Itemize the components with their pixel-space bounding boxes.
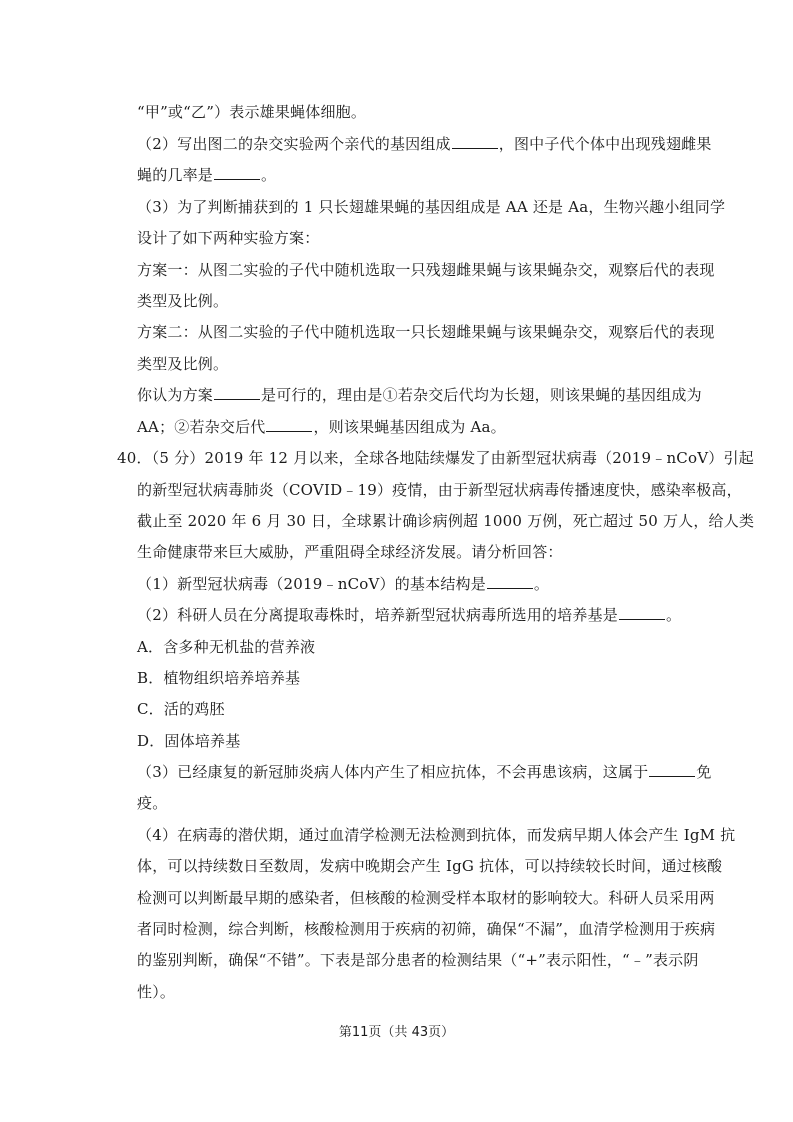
text: 是可行的，理由是①若杂交后代均为长翅，则该果蝇的基因组成为 bbox=[261, 386, 702, 404]
text: （2）科研人员在分离提取毒株时，培养新型冠状病毒所选用的培养基是 bbox=[137, 606, 618, 624]
q40-intro-line1 bbox=[117, 448, 754, 468]
text: 性）。 bbox=[137, 983, 176, 1001]
text: 。 bbox=[533, 575, 550, 593]
q39-plan1-line1 bbox=[137, 260, 715, 280]
text: 体，可以持续数日至数周，发病中晚期会产生 IgG 抗体，可以持续较长时间，通过核酸 bbox=[137, 857, 723, 875]
text: C．活的鸡胚 bbox=[137, 700, 225, 718]
q39-line-gender-cell bbox=[137, 102, 366, 122]
text: “甲”或“乙”）表示雄果蝇体细胞。 bbox=[137, 103, 367, 121]
text: 。 bbox=[665, 606, 682, 624]
q40-option-d bbox=[137, 731, 240, 751]
q40-part3-line1 bbox=[137, 762, 712, 782]
q39-answer-line2 bbox=[137, 417, 506, 437]
text: A．含多种无机盐的营养液 bbox=[137, 638, 316, 656]
q39-plan2-line1 bbox=[137, 322, 715, 342]
q40-part4-line5 bbox=[137, 950, 699, 970]
q40-part1 bbox=[137, 574, 549, 594]
text: ，图中子代个体中出现残翅雌果 bbox=[498, 135, 712, 153]
text: （4）在病毒的潜伏期，通过血清学检测无法检测到抗体，而发病早期人体会产生 IgM 抗 bbox=[137, 826, 736, 844]
q39-part3-line2 bbox=[137, 228, 319, 248]
q39-part3-line1 bbox=[137, 197, 725, 217]
text: 方案二：从图二实验的子代中随机选取一只长翅雌果蝇与该果蝇杂交，观察后代的表现 bbox=[137, 323, 715, 341]
q39-part2-line1 bbox=[137, 134, 712, 154]
q40-part4-line4 bbox=[137, 919, 715, 939]
text: （3）为了判断捕获到的 1 只长翅雄果蝇的基因组成是 AA 还是 Aa，生物兴趣小组同学 bbox=[137, 198, 726, 216]
text: 类型及比例。 bbox=[137, 355, 229, 373]
answer-blank[interactable] bbox=[266, 417, 312, 432]
text: 截止至 2020 年 6 月 30 日，全球累计确诊病例超 1000 万例，死亡超过 50 万人，给人类 bbox=[137, 512, 755, 530]
q39-answer-line1 bbox=[137, 385, 702, 405]
text: B．植物组织培养培养基 bbox=[137, 669, 301, 687]
q40-option-c bbox=[137, 699, 225, 719]
answer-blank[interactable] bbox=[649, 762, 695, 777]
text: 。 bbox=[261, 166, 277, 184]
text: 疫。 bbox=[137, 794, 168, 812]
text: 检测可以判断最早期的感染者，但核酸的检测受样本取材的影响较大。科研人员采用两 bbox=[137, 889, 715, 907]
text: ，则该果蝇基因组成为 Aa。 bbox=[313, 418, 506, 436]
text: 你认为方案 bbox=[137, 386, 214, 404]
text: 方案一：从图二实验的子代中随机选取一只残翅雌果蝇与该果蝇杂交，观察后代的表现 bbox=[137, 261, 715, 279]
q39-plan1-line2 bbox=[137, 291, 228, 311]
q39-part2-line2 bbox=[137, 165, 276, 185]
text: 者同时检测，综合判断，核酸检测用于疾病的初筛，确保“不漏”，血清学检测用于疾病 bbox=[137, 920, 716, 938]
q40-option-b bbox=[137, 668, 300, 688]
q39-plan2-line2 bbox=[137, 354, 228, 374]
q40-part4-line3 bbox=[137, 888, 715, 908]
q40-intro-line2 bbox=[137, 480, 742, 500]
text: 40．（5 分）2019 年 12 月以来，全球各地陆续爆发了由新型冠状病毒（2019﹣nCoV）引起 bbox=[117, 449, 754, 467]
page-number-footer: 第11页（共 43页） bbox=[338, 1025, 455, 1040]
text: （2）写出图二的杂交实验两个亲代的基因组成 bbox=[137, 135, 451, 153]
text: 类型及比例。 bbox=[137, 292, 229, 310]
text: AA；②若杂交后代 bbox=[137, 418, 266, 436]
q40-option-a bbox=[137, 637, 315, 657]
q40-intro-line3 bbox=[137, 511, 754, 531]
text: （3）已经康复的新冠肺炎病人体内产生了相应抗体，不会再患该病，这属于 bbox=[137, 763, 649, 781]
text: 的新型冠状病毒肺炎（COVID﹣19）疫情，由于新型冠状病毒传播速度快，感染率极高， bbox=[137, 481, 742, 499]
text: 免 bbox=[696, 763, 712, 781]
q40-part4-line1 bbox=[137, 825, 735, 845]
q40-part2 bbox=[137, 605, 681, 625]
answer-blank[interactable] bbox=[619, 605, 665, 620]
text: 的鉴别判断，确保“不错”。下表是部分患者的检测结果（“+”表示阳性，“﹣”表示阴 bbox=[137, 951, 699, 969]
q40-intro-line4 bbox=[137, 542, 563, 562]
q40-part4-line6 bbox=[137, 982, 175, 1002]
text: D．固体培养基 bbox=[137, 732, 241, 750]
q40-part4-line2 bbox=[137, 856, 722, 876]
text: 设计了如下两种实验方案： bbox=[137, 229, 320, 247]
answer-blank[interactable] bbox=[452, 134, 498, 149]
text: 生命健康带来巨大威胁，严重阻碍全球经济发展。请分析回答： bbox=[137, 543, 563, 561]
text: （1）新型冠状病毒（2019﹣nCoV）的基本结构是 bbox=[137, 575, 486, 593]
answer-blank[interactable] bbox=[487, 574, 533, 589]
answer-blank[interactable] bbox=[214, 165, 260, 180]
text: 蝇的几率是 bbox=[137, 166, 214, 184]
q40-part3-line2 bbox=[137, 793, 167, 813]
answer-blank[interactable] bbox=[214, 385, 260, 400]
